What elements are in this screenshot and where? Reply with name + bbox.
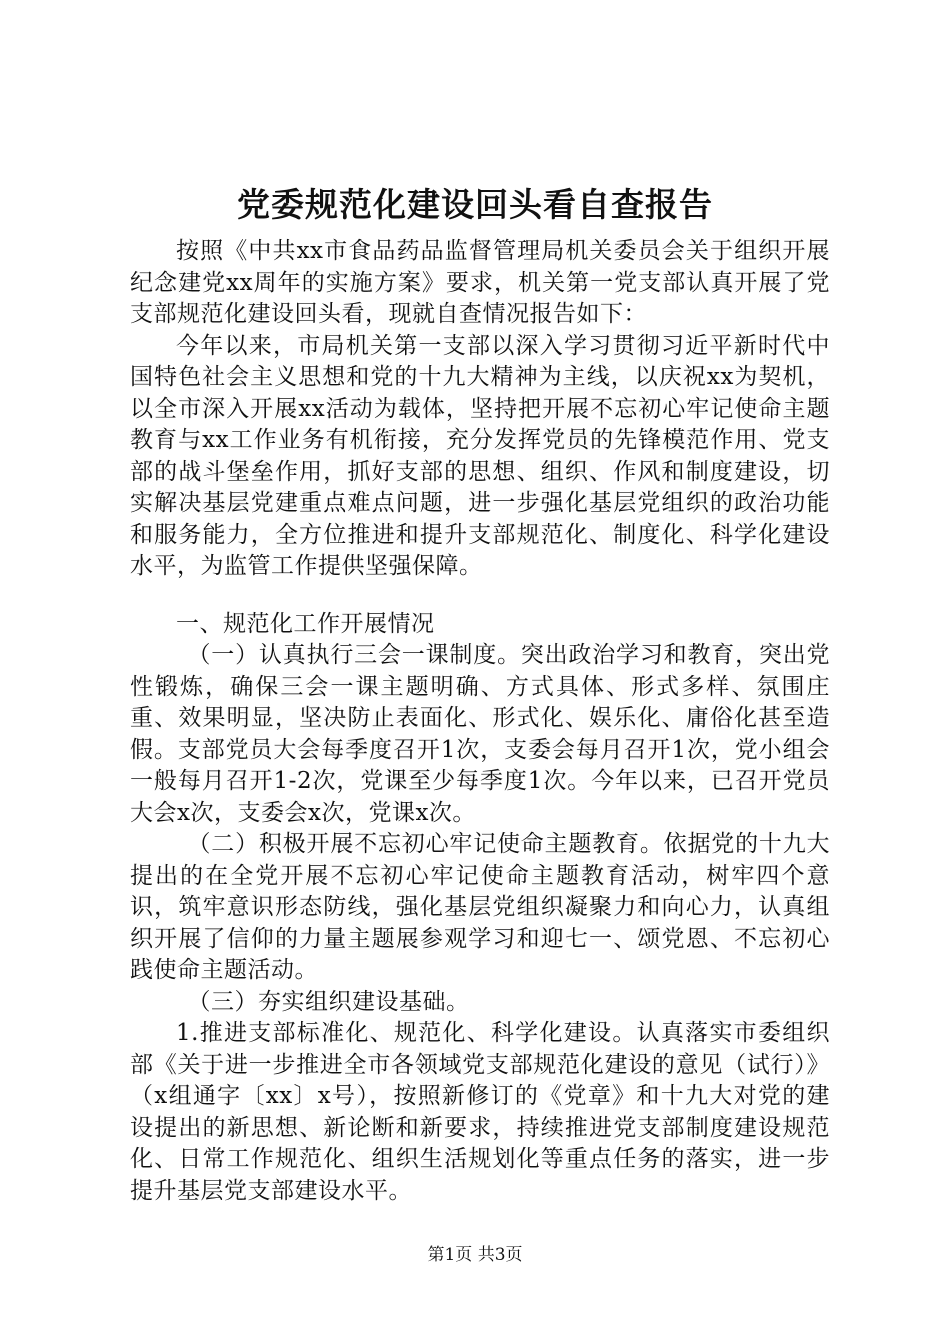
page-footer: 第1页 共3页 — [427, 1245, 523, 1265]
document-body — [130, 236, 830, 1207]
intro-paragraph: 按照《中共xx市食品药品监督管理局机关委员会关于组织开展纪念建党xx周年的实施方案》要求，机关第一党支部认真开展了党支部规范化建设回头看，现就自查情况报告如下： — [130, 238, 830, 327]
section-heading: 一、规范化工作开展情况 — [176, 610, 435, 637]
item-1-paragraph: 1.推进支部标准化、规范化、科学化建设。认真落实市委组织部《关于进一步推进全市各领域党支部规范化建设的意见（试行）》（x组通字〔xx〕x号），按照新修订的《党章》和十九大对党的建设提出的新思想、新论断和新要求，持续推进党支部制度建设规范化、日常工作规范化、组织生活规划化等重点任务的落实，进一步提升基层党支部建设水平。 — [130, 1020, 830, 1204]
subsection-1-paragraph: （一）认真执行三会一课制度。突出政治学习和教育，突出党性锻炼，确保三会一课主题明确、方式具体、形式多样、氛围庄重、效果明显，坚决防止表面化、形式化、娱乐化、庸俗化甚至造假。支部党员大会每季度召开1次，支委会每月召开1次，党小组会一般每月召开1-2次，党课至少每季度1次。今年以来，已召开党员大会x次，支委会x次，党课x次。 — [130, 642, 830, 826]
subsection-3-heading: （三）夯实组织建设基础。 — [187, 988, 470, 1015]
subsection-2-paragraph: （二）积极开展不忘初心牢记使命主题教育。依据党的十九大提出的在全党开展不忘初心牢记使命主题教育活动，树牢四个意识，筑牢意识形态防线，强化基层党组织凝聚力和向心力，认真组织开展了信仰的力量主题展参观学习和迎七一、颂党恩、不忘初心践使命主题活动。 — [130, 831, 830, 983]
document-title: 党委规范化建设回头看自查报告 — [237, 185, 713, 224]
summary-paragraph: 今年以来，市局机关第一支部以深入学习贯彻习近平新时代中国特色社会主义思想和党的十九大精神为主线，以庆祝xx为契机，以全市深入开展xx活动为载体，坚持把开展不忘初心牢记使命主题教育与xx工作业务有机衔接，充分发挥党员的先锋模范作用、党支部的战斗堡垒作用，抓好支部的思想、组织、作风和制度建设，切实解决基层党建重点难点问题，进一步强化基层党组织的政治功能和服务能力，全方位推进和提升支部规范化、制度化、科学化建设水平，为监管工作提供坚强保障。 — [130, 332, 830, 579]
